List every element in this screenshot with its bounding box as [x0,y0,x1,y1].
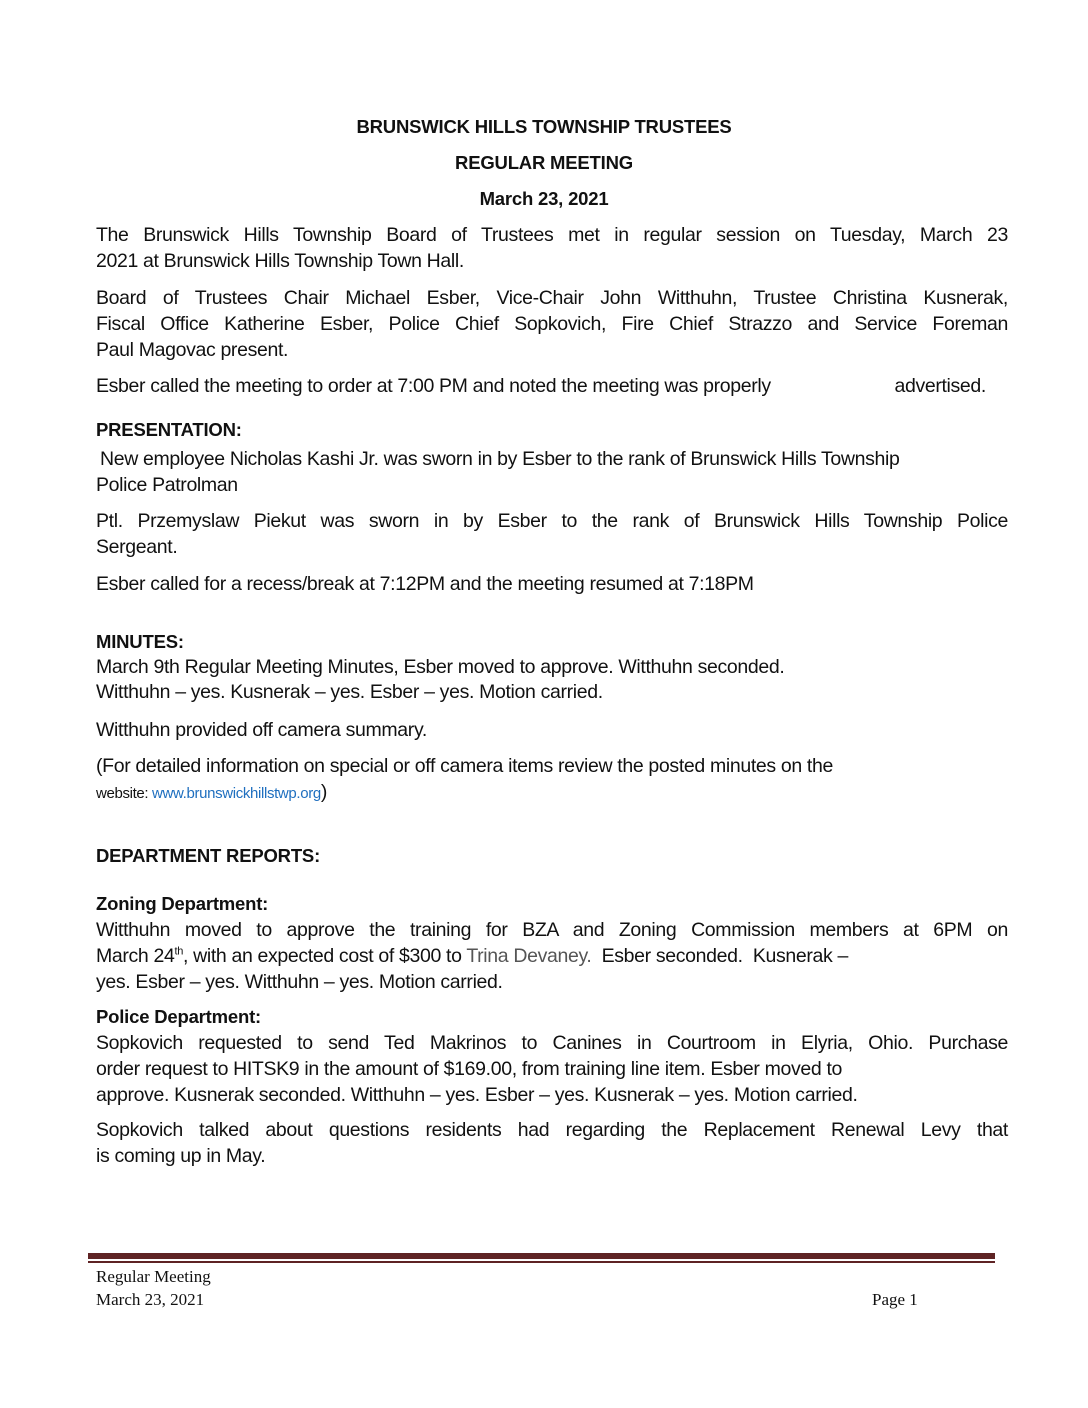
website-link[interactable]: www.brunswickhillstwp.org [152,785,321,802]
meeting-type: REGULAR MEETING [455,152,633,173]
presentation-p3: Esber called for a recess/break at 7:12PM and the meeting resumed at 7:18PM [96,573,754,595]
zoning-vote: Esber seconded. Kusnerak – [591,945,848,967]
minutes-note-line-2 [96,779,1008,807]
minutes-line-1: March 9th Regular Meeting Minutes, Esber moved to approve. Witthuhn seconded. [96,656,785,678]
police-line-3: approve. Kusnerak seconded. Witthuhn – yes. Esber – yes. Kusnerak – yes. Motion carried. [96,1084,858,1106]
zoning-date: March 24 [96,945,175,967]
footer-rule-thick [88,1253,995,1259]
footer-rule-thin [88,1261,995,1263]
police-line-1: Sopkovich requested to send Ted Makrinos to Canines in Courtroom in Elyria, Ohio. Purchase [96,1032,1008,1054]
zoning-line-2 [96,943,1008,969]
call-to-order [96,373,1008,399]
attendance-line-1: Board of Trustees Chair Michael Esber, Vice-Chair John Witthuhn, Trustee Christina Kusnerak, [96,287,1008,309]
police-line-2: order request to HITSK9 in the amount of $169.00, from training line item. Esber moved to [96,1058,843,1080]
minutes-line-2: Witthuhn – yes. Kusnerak – yes. Esber – yes. Motion carried. [96,681,603,703]
call-to-order-text: Esber called the meeting to order at 7:00 PM and noted the meeting was properly [96,375,771,397]
website-label: website: [96,785,153,802]
footer-page-number: Page 1 [872,1290,918,1309]
minutes-heading: MINUTES: [96,631,184,652]
levy-line-2: is coming up in May. [96,1145,266,1167]
attendance-line-2: Fiscal Office Katherine Esber, Police Chief Sopkovich, Fire Chief Strazzo and Service Foreman [96,313,1008,335]
zoning-line-3: yes. Esber – yes. Witthuhn – yes. Motion carried. [96,971,503,993]
presentation-p2-line-2: Sergeant. [96,536,178,558]
police-heading: Police Department: [96,1006,261,1027]
intro-line-2: 2021 at Brunswick Hills Township Town Hall. [96,250,464,272]
minutes-note-line-1: (For detailed information on special or off camera items review the posted minutes on the [96,755,833,777]
zoning-line-1: Witthuhn moved to approve the training for BZA and Zoning Commission members at 6PM on [96,919,1008,941]
footer-title: Regular Meeting [96,1267,211,1286]
department-reports-heading: DEPARTMENT REPORTS: [96,845,321,866]
meeting-date: March 23, 2021 [479,188,609,209]
zoning-date-suffix: th [174,945,183,958]
attendance-line-3: Paul Magovac present. [96,339,289,361]
call-to-order-end: advertised. [894,375,986,397]
presentation-p1-line-1: New employee Nicholas Kashi Jr. was sworn in by Esber to the rank of Brunswick Hills Township [100,448,900,470]
note-close-paren: ) [320,781,328,803]
levy-line-1: Sopkovich talked about questions residents had regarding the Replacement Renewal Levy that [96,1119,1008,1141]
intro-line-1: The Brunswick Hills Township Board of Trustees met in regular session on Tuesday, March 23 [96,224,1008,246]
zoning-heading: Zoning Department: [96,893,269,914]
zoning-trainer: Trina Devaney. [466,945,592,967]
footer-date: March 23, 2021 [96,1290,205,1309]
presentation-p1-line-2: Police Patrolman [96,474,238,496]
presentation-heading: PRESENTATION: [96,419,242,440]
minutes-summary: Witthuhn provided off camera summary. [96,719,427,741]
zoning-cost: , with an expected cost of $300 to [182,945,467,967]
org-title: BRUNSWICK HILLS TOWNSHIP TRUSTEES [356,116,732,137]
presentation-p2-line-1: Ptl. Przemyslaw Piekut was sworn in by Esber to the rank of Brunswick Hills Township Police [96,510,1008,532]
